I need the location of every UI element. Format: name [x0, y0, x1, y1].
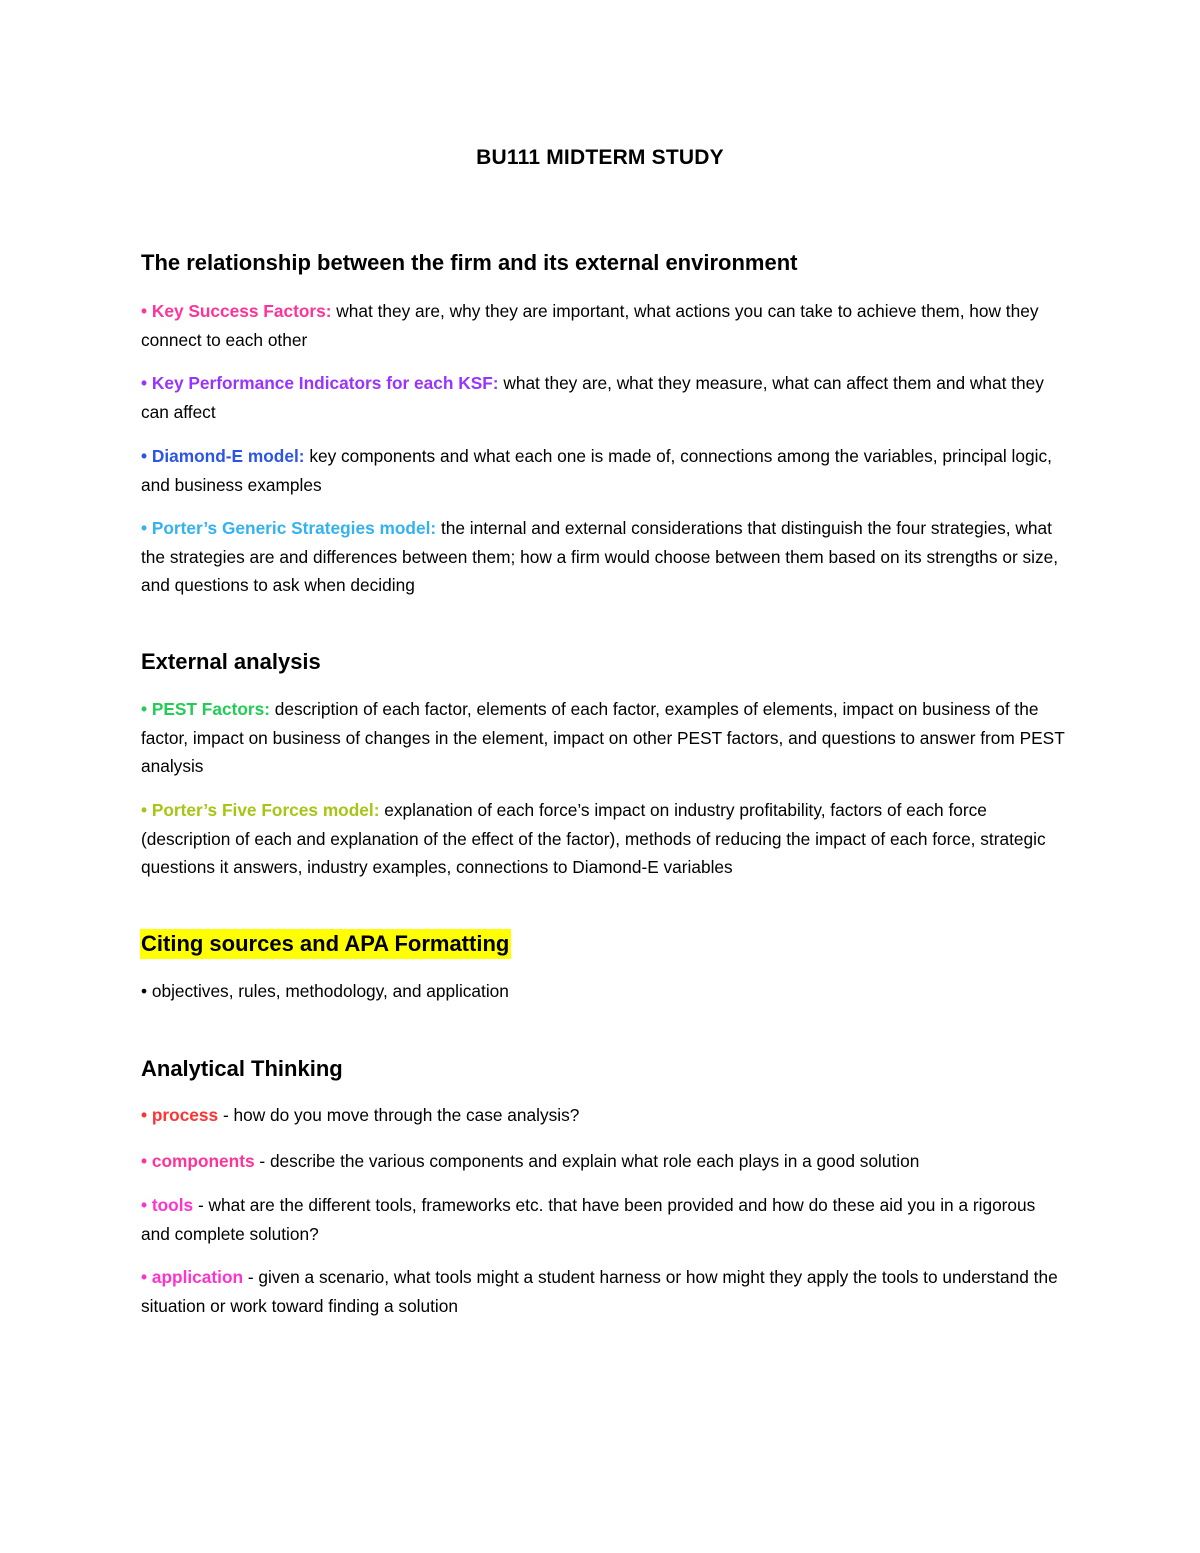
list-item-process [141, 1101, 1066, 1130]
list-item-apa-objectives [141, 977, 1066, 1006]
list-item-key-performance-indicators [141, 369, 1066, 426]
list-item-diamond-e-model [141, 442, 1066, 499]
item-text: • objectives, rules, methodology, and application [141, 981, 509, 1001]
list-item-generic-strategies [141, 514, 1066, 600]
item-label: • Porter’s Five Forces model: [141, 800, 380, 820]
section-heading-analytical-thinking: Analytical Thinking [141, 1056, 343, 1081]
document-title: BU111 MIDTERM STUDY [476, 146, 724, 169]
item-label: • Diamond-E model: [141, 446, 305, 466]
item-text: key components and what each one is made of, connections among the variables, principal logic, and business examples [141, 446, 1052, 495]
section-heading-external-analysis: External analysis [141, 649, 321, 674]
list-item-components [141, 1147, 1066, 1176]
item-text: explanation of each force’s impact on industry profitability, factors of each force (description of each and explanation of the effect of the factor), methods of reducing the impact of each force, strategic questions it answers, industry examples, connections to Diamond-E variables [141, 800, 1046, 877]
list-item-five-forces [141, 796, 1066, 882]
item-label: • tools [141, 1195, 194, 1215]
item-text: description of each factor, elements of each factor, examples of elements, impact on business of the factor, impact on business of changes in the element, impact on other PEST factors, and questions to answer from PEST analysis [141, 699, 1065, 776]
item-text: - given a scenario, what tools might a student harness or how might they apply the tools to understand the situation or work toward finding a solution [141, 1267, 1058, 1316]
item-label: • Porter’s Generic Strategies model: [141, 518, 437, 538]
item-label: • application [141, 1267, 244, 1287]
list-item-application [141, 1263, 1066, 1320]
item-text: - how do you move through the case analysis? [218, 1105, 580, 1125]
item-text: - describe the various components and explain what role each plays in a good solution [254, 1151, 920, 1171]
section-heading-apa-formatting: Citing sources and APA Formatting [140, 929, 511, 959]
item-label: • process [141, 1105, 219, 1125]
item-text: - what are the different tools, frameworks etc. that have been provided and how do these aid you in a rigorous and complete solution? [141, 1195, 1036, 1244]
item-label: • PEST Factors: [141, 699, 270, 719]
item-text: the internal and external considerations that distinguish the four strategies, what the strategies are and differences between them; how a firm would choose between them based on its strengths or size, and questions to ask when deciding [141, 518, 1059, 595]
item-text: what they are, what they measure, what can affect them and what they can affect [141, 373, 1044, 422]
section-heading-firm-environment: The relationship between the firm and its external environment [141, 250, 798, 275]
item-label: • Key Success Factors: [141, 301, 332, 321]
item-text: what they are, why they are important, what actions you can take to achieve them, how they connect to each other [141, 301, 1039, 350]
item-label: • Key Performance Indicators for each KSF: [141, 373, 499, 393]
item-label: • components [141, 1151, 255, 1171]
list-item-tools [141, 1191, 1066, 1248]
list-item-pest-factors [141, 695, 1066, 781]
list-item-key-success-factors [141, 297, 1066, 354]
